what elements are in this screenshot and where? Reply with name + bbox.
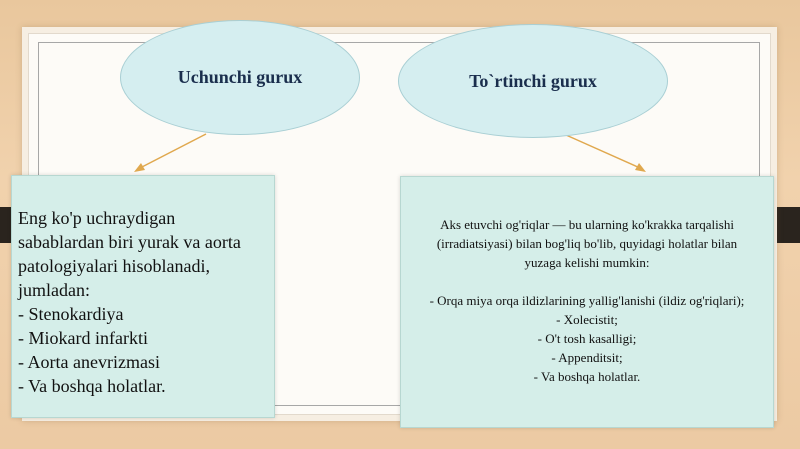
left-line: jumladan: xyxy=(18,280,90,300)
left-line: sabablardan biri yurak va aorta xyxy=(18,232,241,252)
right-list-item: - O't tosh kasalligi; xyxy=(537,331,637,346)
left-list-item: - Aorta anevrizmasi xyxy=(18,352,160,372)
right-arrowhead xyxy=(635,163,646,172)
left-arrow xyxy=(140,134,206,168)
left-list-item: - Stenokardiya xyxy=(18,304,124,324)
right-list-item: - Orqa miya orqa ildizlarining yallig'lanishi (ildiz og'riqlari); xyxy=(429,293,745,308)
left-list-item: - Miokard infarkti xyxy=(18,328,148,348)
left-group-box xyxy=(11,175,275,418)
spacer xyxy=(417,272,757,291)
left-line: Eng ko'p uchraydigan xyxy=(18,208,176,228)
right-arrow xyxy=(566,135,640,168)
right-list-item: - Xolecistit; xyxy=(556,312,618,327)
left-arrowhead xyxy=(134,163,145,172)
right-intro-text: Aks etuvchi og'riqlar — bu ularning ko'krakka tarqalishi (irradiatsiyasi) bilan bog'liq bo'lib, quyidagi holatlar bilan yuzaga kelishi mumkin: xyxy=(436,217,738,270)
left-group-title-text: Uchunchi gurux xyxy=(177,67,303,87)
right-list-item: - Appenditsit; xyxy=(551,350,623,365)
right-group-box xyxy=(400,176,774,428)
left-list-item: - Va boshqa holatlar. xyxy=(18,376,166,396)
right-list-item: - Va boshqa holatlar. xyxy=(533,369,641,384)
right-group-title xyxy=(398,24,668,138)
left-line: patologiyalari hisoblanadi, xyxy=(18,256,210,276)
left-group-title xyxy=(120,20,360,135)
right-group-title-text: To`rtinchi gurux xyxy=(469,70,597,91)
